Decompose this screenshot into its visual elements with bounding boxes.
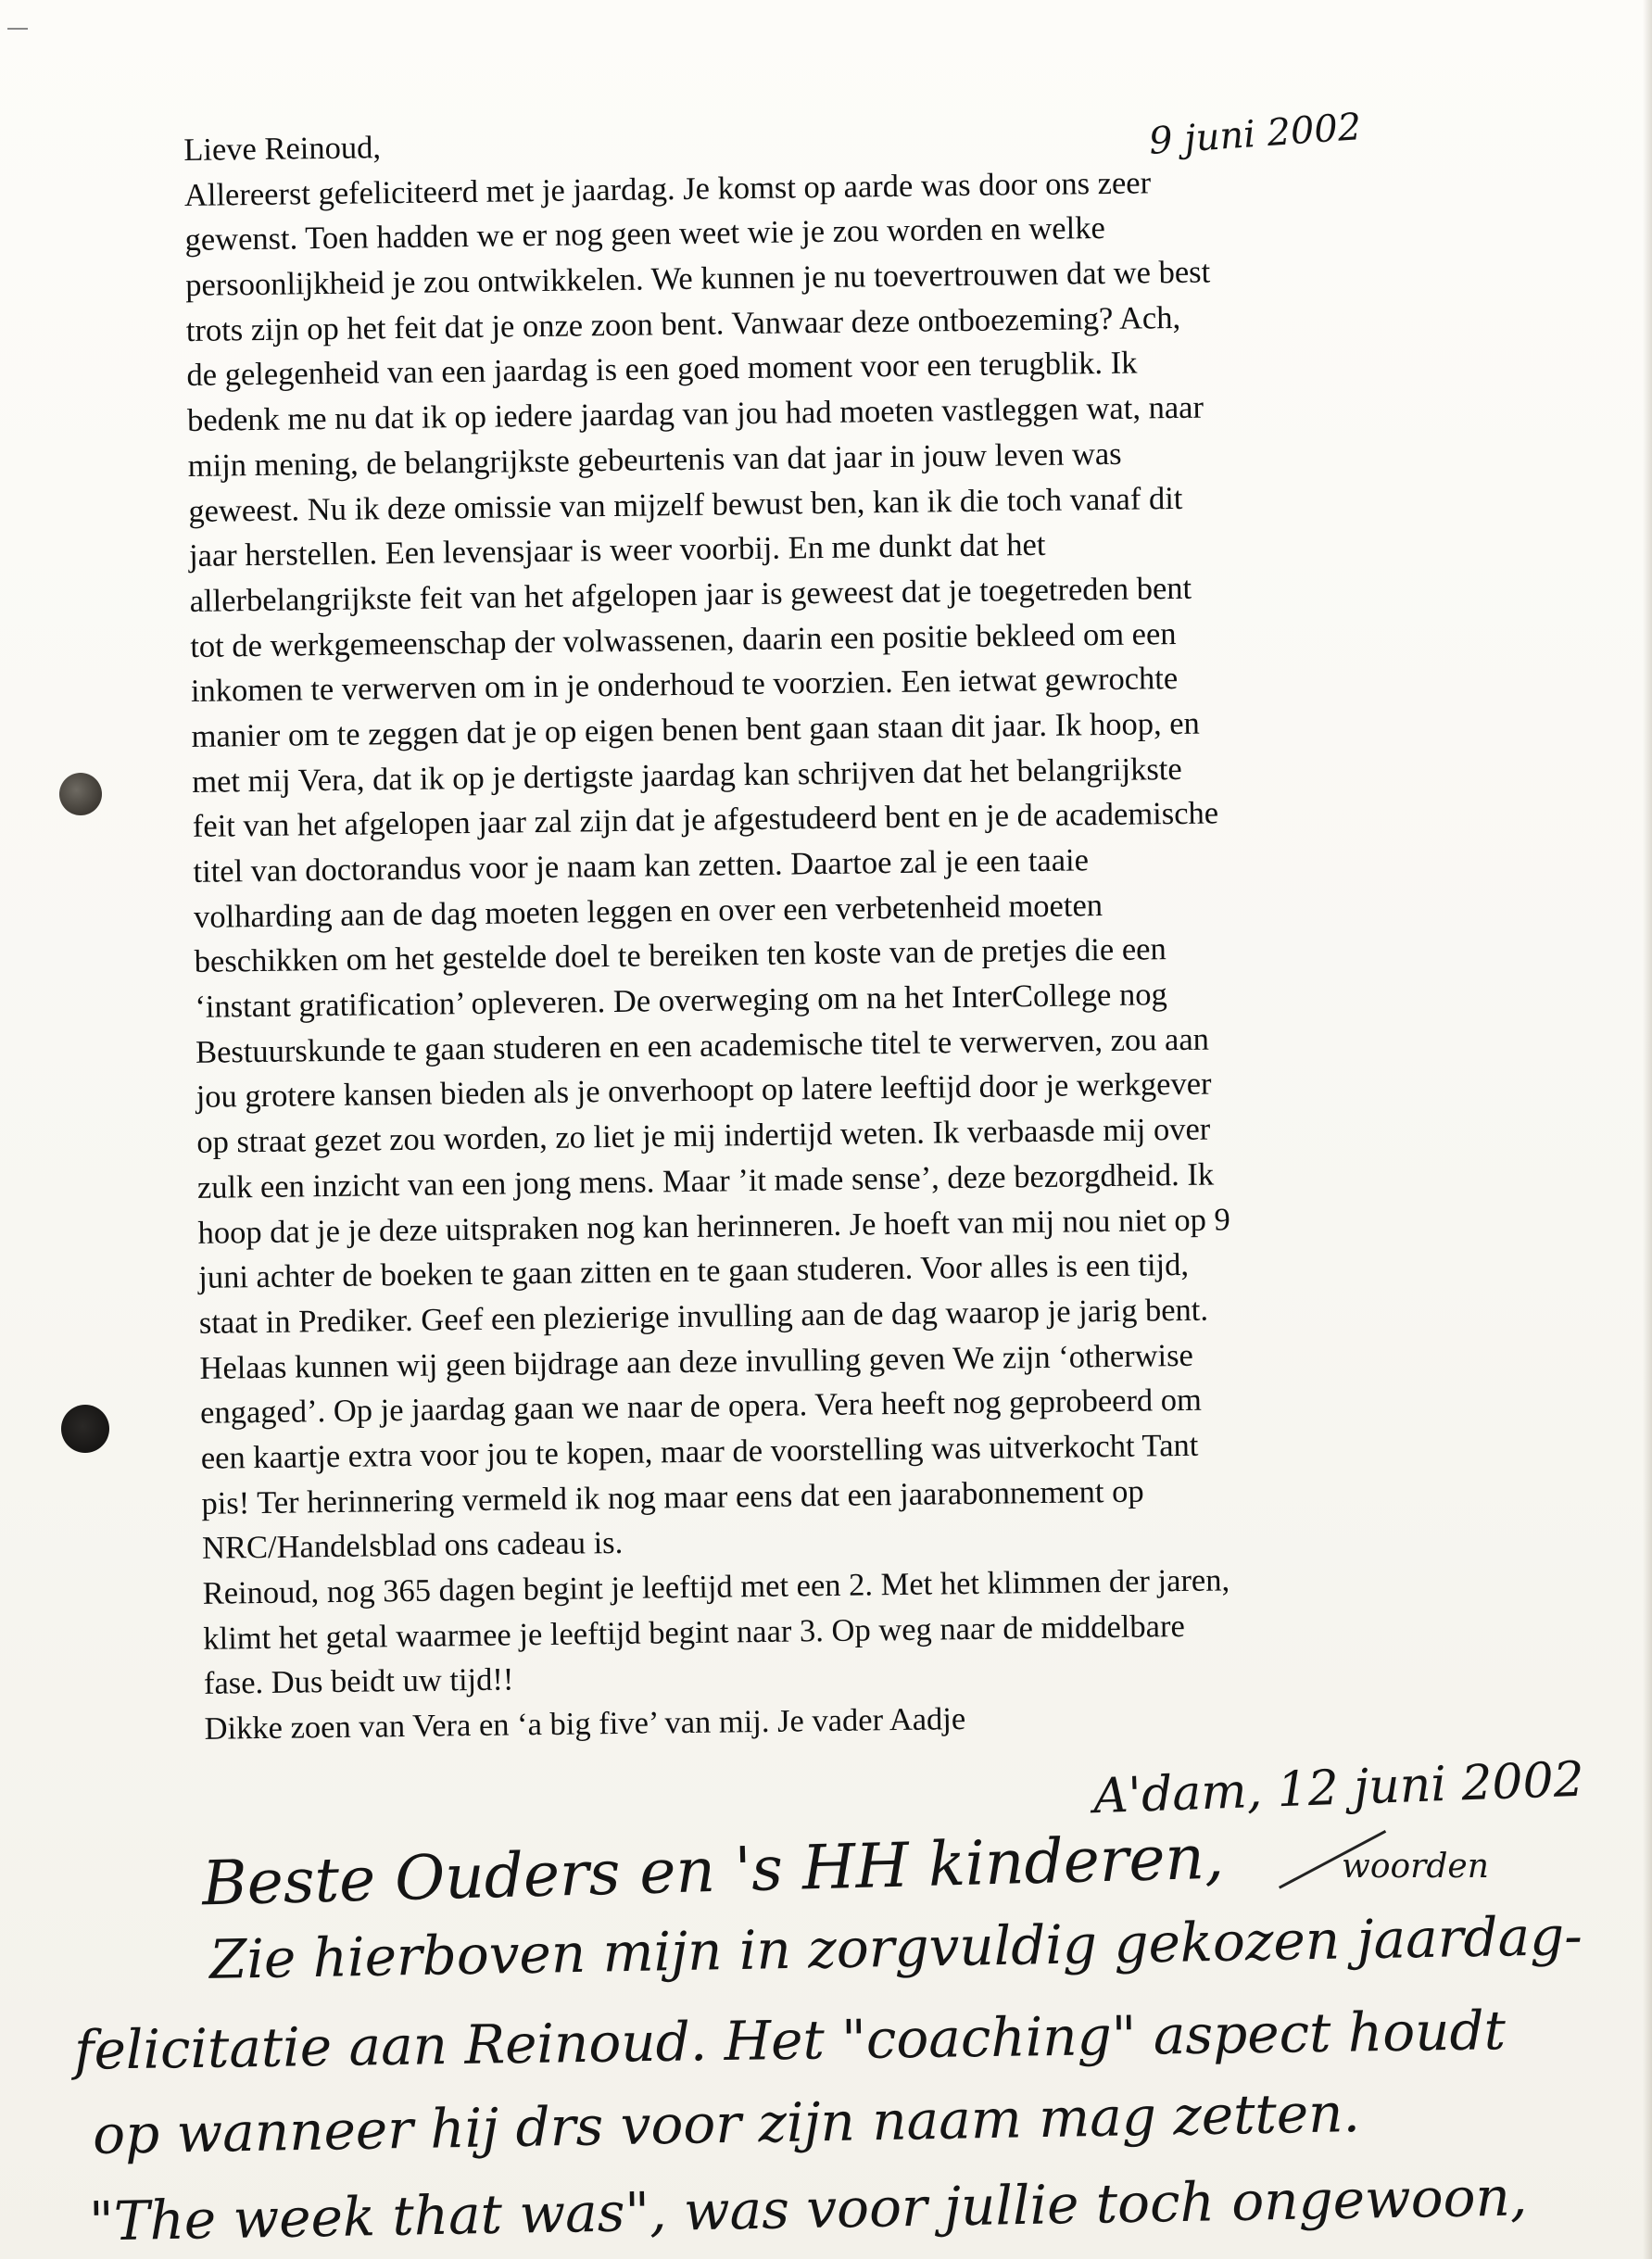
handwritten-date-top: 9 juni 2002 — [1147, 106, 1363, 163]
letter-line: de gelegenheid van een jaardag is een goed moment voor een terugblik. Ik — [186, 345, 1138, 394]
handwritten-line: op wanneer hij drs voor zijn naam mag zetten. — [92, 2081, 1361, 2166]
letter-line: jou grotere kansen bieden als je onverhoopt op latere leeftijd door je werkgever — [195, 1066, 1212, 1116]
letter-line: geweest. Nu ik deze omissie van mijzelf bewust ben, kan ik die toch vanaf dit — [188, 480, 1183, 529]
letter-line: tot de werkgemeenschap der volwassenen, daarin een positie bekleed om een — [190, 615, 1177, 664]
letter-line: klimt het getal waarmee je leeftijd begint naar 3. Op weg naar de middelbare — [203, 1608, 1185, 1657]
letter-line: met mij Vera, dat ik op je dertigste jaardag kan schrijven dat het belangrijkste — [191, 751, 1182, 800]
letter-line: ‘instant gratification’ opleveren. De overweging om na het InterCollege nog — [195, 977, 1167, 1025]
letter-line: Bestuurskunde te gaan studeren en een academische titel te verwerven, zou aan — [195, 1021, 1210, 1070]
letter-line: staat in Prediker. Geef een plezierige invulling aan de dag waarop je jarig bent. — [198, 1292, 1209, 1341]
punch-hole-top — [59, 773, 102, 815]
letter-line: zulk een inzicht van een jong mens. Maar ’it made sense’, deze bezorgdheid. Ik — [196, 1156, 1215, 1205]
letter-line: bedenk me nu dat ik op iedere jaardag van jou had moeten vastleggen wat, naar — [186, 389, 1204, 439]
letter-line: jaar herstellen. Een levensjaar is weer voorbij. En me dunkt dat het — [188, 527, 1046, 574]
letter-line: titel van doctorandus voor je naam kan zetten. Daartoe zal je een taaie — [193, 842, 1090, 890]
punch-hole-bottom — [61, 1405, 109, 1453]
letter-line: allerbelangrijkste feit van het afgelopen jaar is geweest dat je toegetreden bent — [189, 570, 1192, 619]
letter-line: op straat gezet zou worden, zo liet je mij indertijd weten. Ik verbaasde mij over — [196, 1111, 1211, 1161]
handwritten-line: "The week that was", was voor jullie toch ongewoon, — [88, 2164, 1528, 2253]
page-edge-shadow — [1643, 0, 1652, 2259]
letter-line: manier om te zeggen dat je op eigen benen bent gaan staan dit jaar. Ik hoop, en — [191, 705, 1201, 754]
letter-line: trots zijn op het feit dat je onze zoon bent. Vanwaar deze ontboezeming? Ach, — [185, 299, 1181, 348]
letter-line: een kaartje extra voor jou te kopen, maar de voorstelling was uitverkocht Tant — [200, 1427, 1199, 1476]
letter-line: inkomen te verwerven om in je onderhoud te voorzien. Een ietwat gewrochte — [190, 661, 1179, 710]
letter-line: gewenst. Toen hadden we er nog geen weet wie je zou worden en welke — [184, 210, 1106, 259]
letter-line: Helaas kunnen wij geen bijdrage aan deze invulling geven We zijn ‘otherwise — [199, 1337, 1194, 1386]
typed-letter-body — [183, 111, 1465, 1751]
letter-line: beschikken om het gestelde doel te bereiken ten koste van de pretjes die een — [194, 931, 1166, 980]
letter-line: NRC/Handelsblad ons cadeau is. — [201, 1525, 624, 1567]
letter-signoff: Dikke zoen van Vera en ‘a big five’ van mij. Je vader Aadje — [204, 1701, 966, 1747]
letter-line: pis! Ter herinnering vermeld ik nog maar eens dat een jaarabonnement op — [201, 1473, 1144, 1521]
letter-line: hoop dat je je deze uitspraken nog kan herinneren. Je hoeft van mij nou niet op 9 — [197, 1201, 1230, 1251]
letter-line: Allereerst gefeliciteerd met je jaardag. Je komst op aarde was door ons zeer — [183, 165, 1152, 213]
letter-line: engaged’. Op je jaardag gaan we naar de opera. Vera heeft nog geprobeerd om — [199, 1382, 1203, 1432]
letter-line: feit van het afgelopen jaar zal zijn dat je afgestudeerd bent en je de academische — [192, 795, 1219, 845]
letter-line: mijn mening, de belangrijkste gebeurtenis van dat jaar in jouw leven was — [187, 435, 1122, 484]
letter-line: fase. Dus beidt uw tijd!! — [203, 1661, 514, 1702]
handwritten-line: felicitatie aan Reinoud. Het "coaching" aspect houdt — [73, 1999, 1507, 2082]
handwritten-insertion: woorden — [1342, 1848, 1489, 1886]
handwritten-line: Zie hierboven mijn in zorgvuldig gekozen jaardag- — [208, 1904, 1583, 1991]
letter-line: volharding aan de dag moeten leggen en over een verbetenheid moeten — [193, 887, 1103, 935]
letter-line: persoonlijkheid je zou ontwikkelen. We kunnen je nu toevertrouwen dat we best — [184, 254, 1211, 304]
letter-salutation: Lieve Reinoud, — [183, 130, 382, 168]
handwritten-greeting: Beste Ouders en 's HH kinderen, — [201, 1821, 1225, 1920]
handwritten-date-bottom: A'dam, 12 juni 2002 — [1092, 1751, 1585, 1825]
letter-line: juni achter de boeken te gaan zitten en te gaan studeren. Voor alles is een tijd, — [197, 1247, 1190, 1296]
letter-line: Reinoud, nog 365 dagen begint je leeftijd met een 2. Met het klimmen der jaren, — [202, 1562, 1230, 1611]
corner-pencil-mark — [7, 28, 28, 30]
